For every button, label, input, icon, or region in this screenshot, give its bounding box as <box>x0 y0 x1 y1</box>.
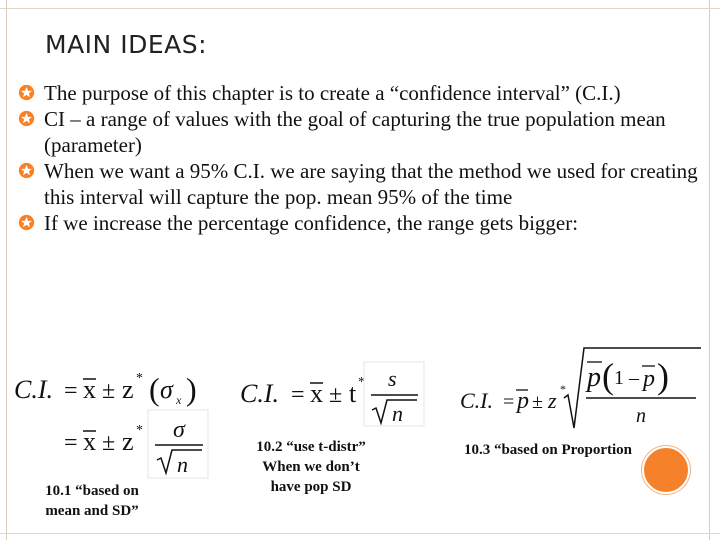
decorative-orange-circle <box>642 446 690 494</box>
right-paren: ) <box>657 356 669 396</box>
label-10-2 <box>236 437 386 497</box>
bullet-item <box>16 210 706 236</box>
x-bar: x <box>83 375 96 404</box>
p-hat-numerator: p <box>587 362 601 393</box>
bullet-item <box>16 158 706 210</box>
x-bar: x <box>310 379 323 408</box>
star-superscript: * <box>560 382 566 396</box>
equals-sign: = <box>503 391 515 413</box>
bullet-text: When we want a 95% C.I. we are saying that the method we used for creating this interval will capture the pop. mean 95% of the time <box>44 159 698 209</box>
formula-proportion <box>456 340 706 435</box>
equals-sign-2: = <box>64 430 78 456</box>
label-10-1 <box>24 481 160 521</box>
star-superscript-2: * <box>136 423 143 438</box>
ci-label: C.I. <box>14 375 53 404</box>
bullet-text: If we increase the percentage confidence, the range gets bigger: <box>44 211 579 235</box>
star-superscript: * <box>358 375 365 390</box>
n-denominator: n <box>392 401 403 426</box>
bullet-item <box>16 80 706 106</box>
equals-sign: = <box>291 382 305 408</box>
n-denominator: n <box>636 405 646 427</box>
star-bullet-icon <box>18 214 35 231</box>
bullet-list <box>16 80 706 236</box>
label-10-3 <box>448 440 648 460</box>
bottom-divider <box>0 533 720 534</box>
bullet-text: The purpose of this chapter is to create a “confidence interval” (C.I.) <box>44 81 621 105</box>
z-symbol: z <box>548 388 557 413</box>
sigma-symbol: σ <box>160 375 173 404</box>
s-numerator: s <box>388 366 397 391</box>
t-symbol: t <box>349 379 357 408</box>
sigma-numerator: σ <box>173 417 185 443</box>
plus-minus-sign: ± <box>532 391 543 413</box>
label-line: 10.2 “use t-distr” <box>256 439 366 455</box>
equals-sign: = <box>64 378 78 404</box>
p-hat: p <box>517 388 529 414</box>
plus-minus-sign-2: ± <box>102 430 116 456</box>
n-denominator: n <box>177 452 188 477</box>
plus-minus-sign: ± <box>102 378 116 404</box>
star-bullet-icon <box>18 110 35 127</box>
ci-label: C.I. <box>460 388 493 413</box>
p-hat-inner: p <box>643 366 655 392</box>
star-superscript: * <box>136 371 143 386</box>
label-line: mean and SD” <box>45 503 139 519</box>
one-minus: 1 – <box>614 367 639 389</box>
bullet-text: CI – a range of values with the goal of capturing the true population mean (parameter) <box>44 107 666 157</box>
label-line: 10.1 “based on <box>45 483 139 499</box>
label-line: have pop SD <box>270 479 352 495</box>
star-bullet-icon <box>18 84 35 101</box>
formula-mean-sd <box>10 360 215 482</box>
slide-title: MAIN IDEAS: <box>45 30 208 59</box>
label-line: When we don’t <box>262 459 360 475</box>
star-bullet-icon <box>18 162 35 179</box>
top-divider <box>0 8 720 9</box>
ci-label: C.I. <box>240 379 279 408</box>
left-paren: ( <box>602 356 614 396</box>
left-paren: ( <box>149 371 160 407</box>
z-symbol-2: z <box>122 427 134 456</box>
sigma-subscript: x <box>176 393 182 407</box>
bullet-item <box>16 106 706 158</box>
z-symbol: z <box>122 375 134 404</box>
plus-minus-sign: ± <box>329 382 343 408</box>
label-line: 10.3 “based on Proportion <box>463 442 633 458</box>
x-bar-2: x <box>83 427 96 456</box>
right-paren: ) <box>186 371 197 407</box>
formula-t-distr <box>236 360 436 430</box>
